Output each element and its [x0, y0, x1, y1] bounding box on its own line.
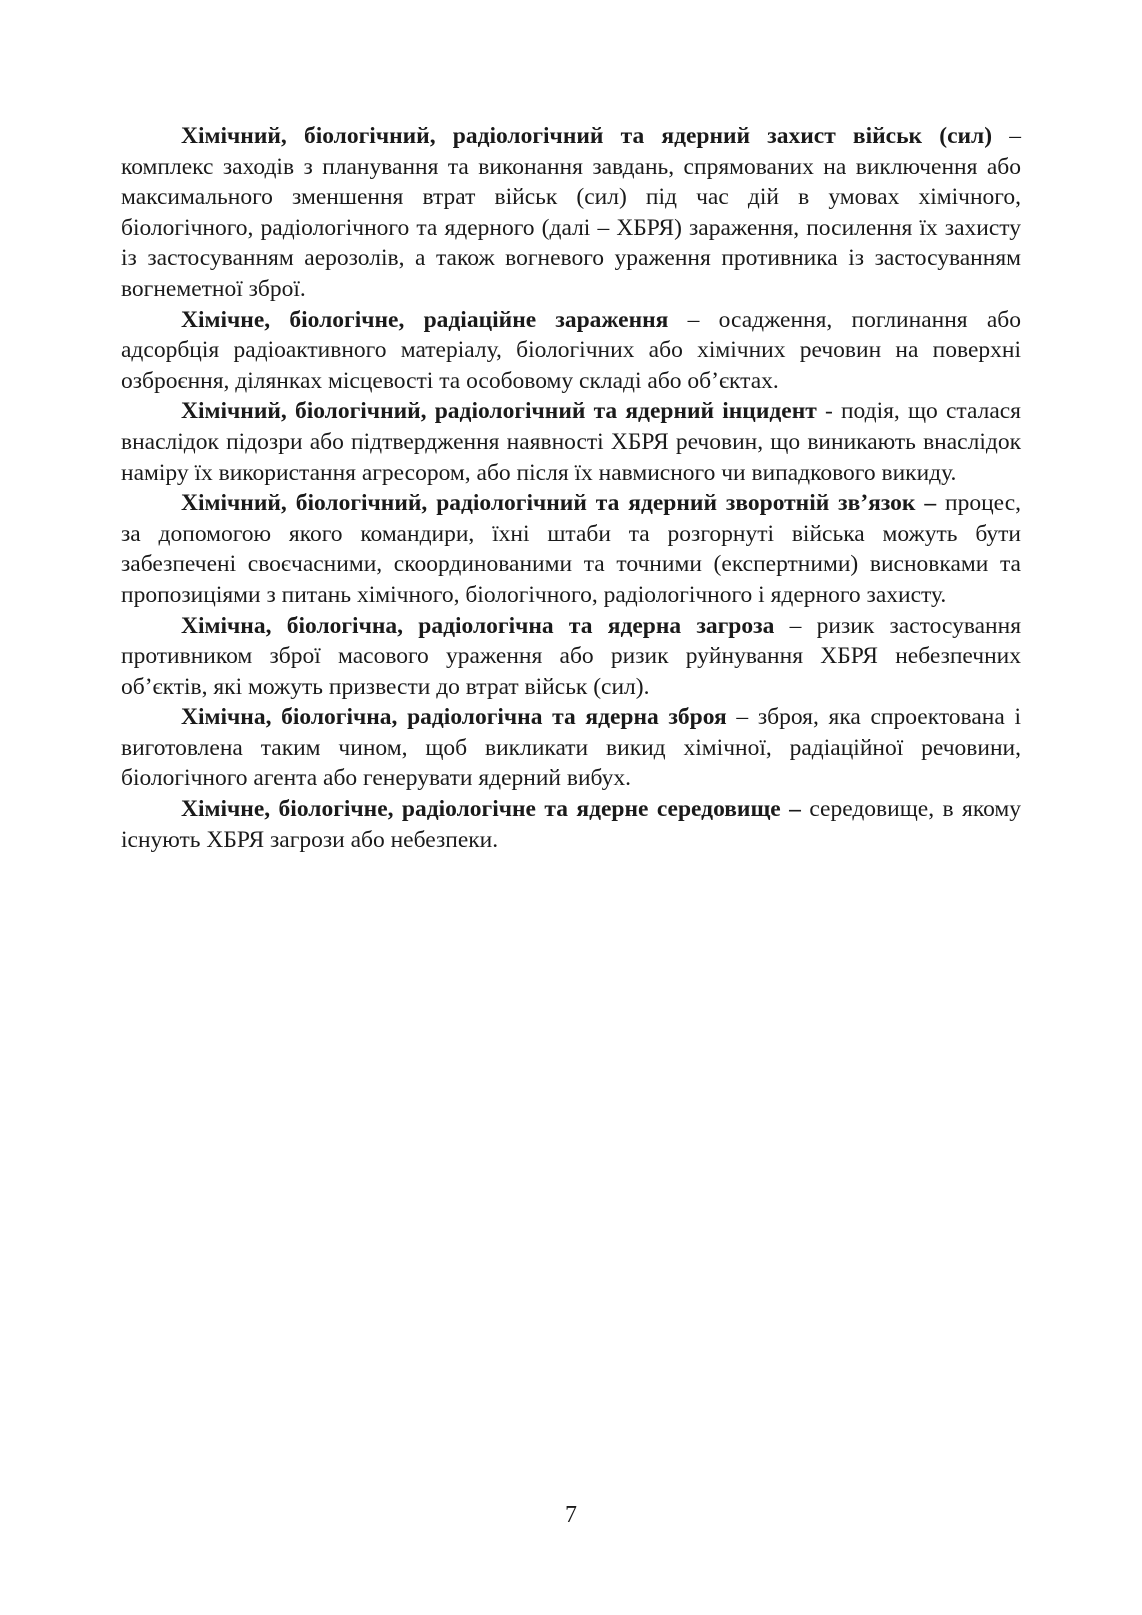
definition-paragraph-1	[121, 121, 1021, 305]
definition-term: Хімічне, біологічне, радіаційне зараження	[181, 306, 669, 333]
definition-text: середовище, в якому існують ХБРЯ загрози або небезпеки.	[121, 796, 1021, 853]
definition-term: Хімічне, біологічне, радіологічне та ядерне середовище –	[181, 796, 801, 823]
definition-paragraph-4	[121, 488, 1021, 610]
definition-text: – осадження, поглинання або адсорбція радіоактивного матеріалу, біологічних або хімічних речовин на поверхні озброєння, ділянках місцевості та особовому складі або об’єктах.	[121, 306, 1021, 394]
definition-paragraph-6	[121, 702, 1021, 794]
definition-paragraph-7	[121, 794, 1021, 855]
definition-paragraph-3	[121, 396, 1021, 488]
definition-text: - подія, що сталася внаслідок підозри або підтвердження наявності ХБРЯ речовин, що виникають внаслідок наміру їх використання агресором, або після їх навмисного чи випадкового викиду.	[121, 398, 1021, 486]
definition-text: – зброя, яка спроектована і виготовлена таким чином, щоб викликати викид хімічної, радіаційної речовини, біологічного агента або генерувати ядерний вибух.	[121, 704, 1021, 792]
definition-paragraph-5	[121, 611, 1021, 703]
document-body	[121, 121, 1021, 855]
definition-text: – комплекс заходів з планування та виконання завдань, спрямованих на виключення або максимального зменшення втрат військ (сил) під час дій в умовах хімічного, біологічного, радіологічного та ядерного (далі – ХБРЯ) зараження, посилення їх захисту із застосуванням аерозолів, а також вогневого ураження противника із застосуванням вогнеметної зброї.	[121, 123, 1022, 302]
definition-term: Хімічний, біологічний, радіологічний та ядерний інцидент	[181, 398, 817, 425]
definition-term: Хімічний, біологічний, радіологічний та ядерний зворотній зв’язок –	[181, 490, 937, 517]
definition-text: – ризик застосування противником зброї масового ураження або ризик руйнування ХБРЯ небезпечних об’єктів, які можуть призвести до втрат військ (сил).	[121, 612, 1022, 700]
definition-paragraph-2	[121, 305, 1021, 397]
page-number: 7	[565, 1502, 577, 1528]
definition-term: Хімічна, біологічна, радіологічна та ядерна загроза	[181, 612, 775, 639]
definition-term: Хімічний, біологічний, радіологічний та ядерний захист військ (сил)	[181, 123, 993, 149]
definition-text: процес, за допомогою якого командири, їхні штаби та розгорнуті війська можуть бути забезпечені своєчасними, скоординованими та точними (експертними) висновками та пропозиціями з питань хімічного, біологічного, радіологічного і ядерного захисту.	[121, 490, 1022, 608]
definition-term: Хімічна, біологічна, радіологічна та ядерна зброя	[181, 704, 727, 731]
